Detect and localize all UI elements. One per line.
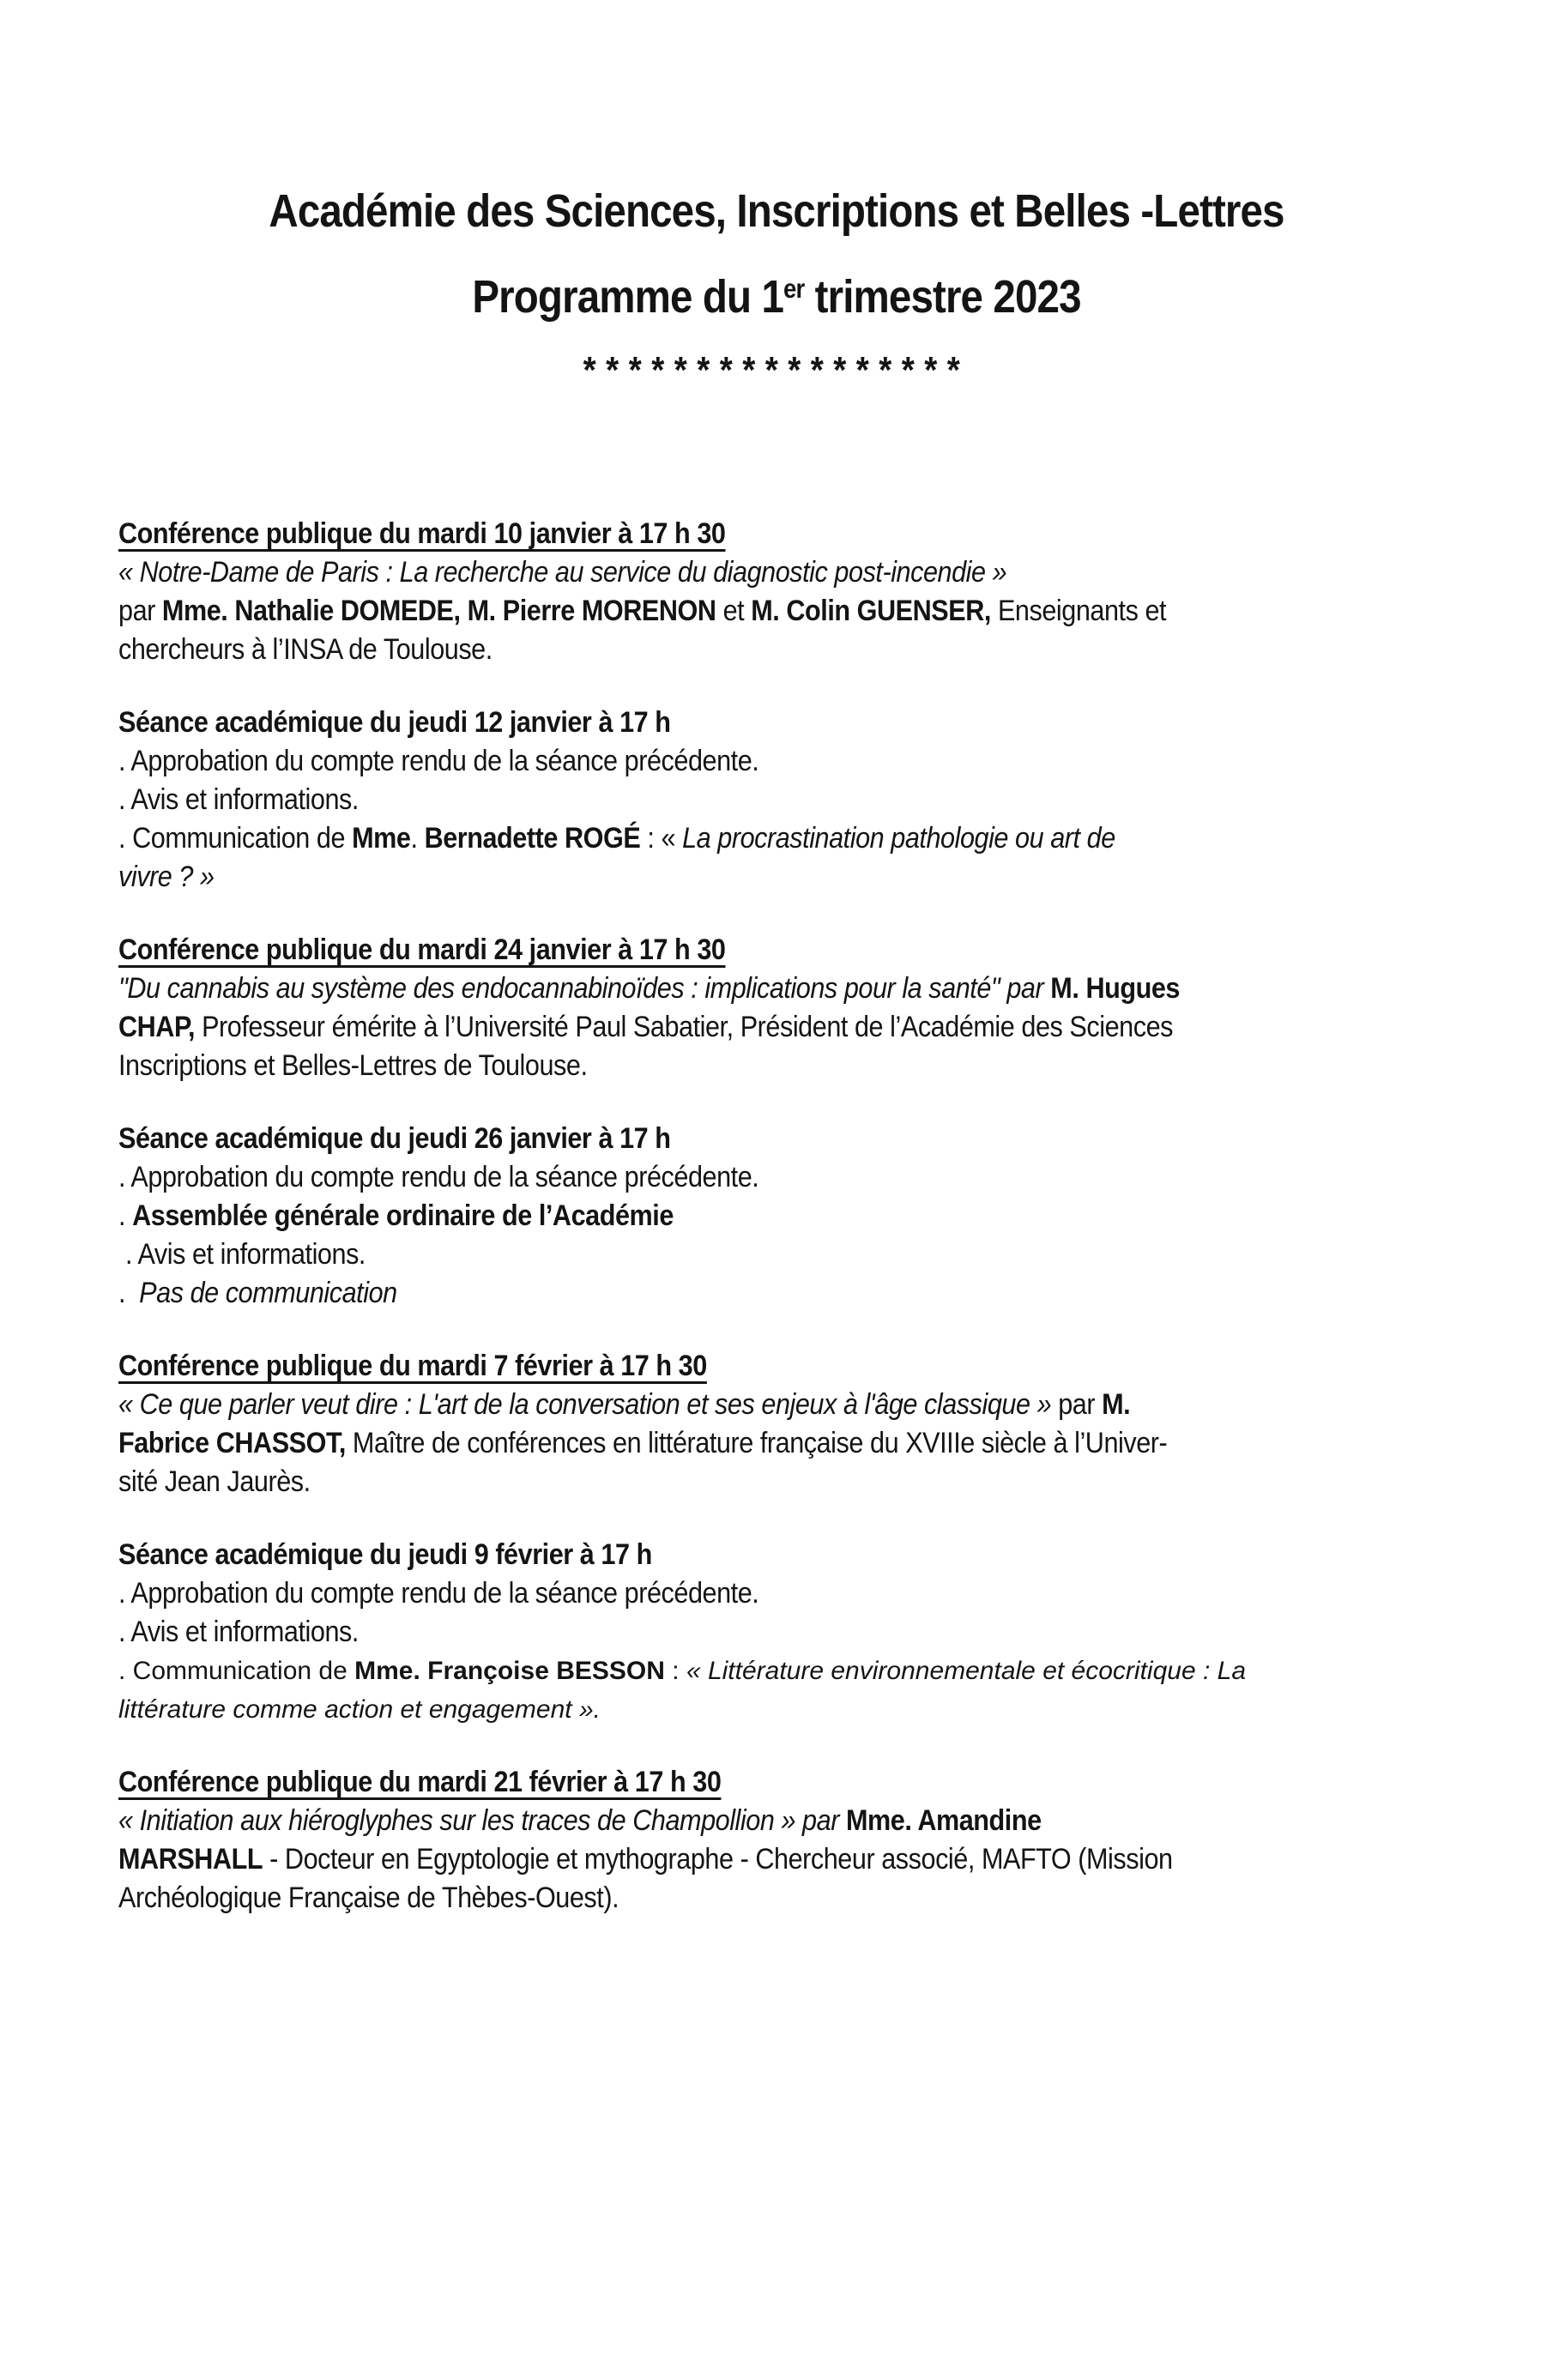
subtitle-suffix: trimestre 2023 (804, 271, 1081, 323)
text-run: littérature comme action et engagement ». (118, 1695, 601, 1724)
text-run: . Avis et informations. (118, 1238, 366, 1271)
section (118, 931, 1435, 1085)
paragraph (118, 1652, 1435, 1729)
text-run: . Avis et informations. (118, 783, 359, 816)
paragraph (118, 553, 1433, 669)
text-run: M. Colin GUENSER, (751, 595, 991, 627)
section-heading: Conférence publique du mardi 24 janvier à 17 h 30 (118, 933, 726, 966)
text-run: . Approbation du compte rendu de la séance précédente. (118, 1577, 759, 1610)
section-heading: Séance académique du jeudi 12 janvier à 17 h (118, 706, 671, 739)
text-run: . Communication de (118, 1657, 355, 1685)
text-run: et (716, 595, 752, 627)
section-heading: Conférence publique du mardi 7 février à 17 h 30 (118, 1350, 707, 1382)
text-run: Assemblée générale ordinaire de l’Académie (132, 1199, 674, 1232)
text-run: Archéologique Française de Thèbes-Ouest). (118, 1882, 619, 1914)
section (118, 1120, 1435, 1313)
text-run: . (410, 822, 425, 855)
document-title: Académie des Sciences, Inscriptions et Belles -Lettres (269, 185, 1284, 237)
paragraph (118, 1802, 1433, 1918)
text-run: Mme (352, 822, 411, 855)
text-run: « Initiation aux hiéroglyphes sur les traces de Champollion » par (118, 1804, 846, 1837)
text-run: . Communication de (118, 822, 353, 855)
paragraph (118, 1386, 1433, 1501)
text-run: . (118, 1277, 140, 1309)
section (118, 704, 1435, 897)
text-run: M. (1102, 1388, 1131, 1421)
text-run: . (118, 1199, 133, 1232)
document-page (0, 184, 1553, 2380)
section-heading: Conférence publique du mardi 10 janvier à 17 h 30 (118, 517, 726, 550)
text-run: chercheurs à l’INSA de Toulouse. (118, 633, 492, 666)
text-run: . Approbation du compte rendu de la séance précédente. (118, 745, 759, 777)
text-run: CHAP, (118, 1011, 196, 1043)
text-run: Maître de conférences en littérature française du XVIIIe siècle à l’Univer- (345, 1427, 1168, 1459)
text-run: Mme. Amandine (845, 1804, 1042, 1837)
section-heading: Séance académique du jeudi 9 février à 17 h (118, 1538, 652, 1571)
section (118, 1763, 1435, 1918)
section-heading: Séance académique du jeudi 26 janvier à 17 h (118, 1122, 671, 1155)
text-run: Fabrice CHASSOT, (118, 1427, 346, 1459)
subtitle-prefix: Programme du 1 (472, 271, 784, 323)
paragraph (118, 1574, 1433, 1652)
section (118, 1347, 1435, 1501)
sections (118, 515, 1435, 1918)
section (118, 1536, 1435, 1729)
text-run: La procrastination pathologie ou art de (682, 822, 1115, 855)
paragraph (118, 742, 1433, 897)
text-run: Mme. Nathalie DOMEDE, M. Pierre MORENON (161, 595, 716, 627)
text-run: « Notre-Dame de Paris : La recherche au service du diagnostic post-incendie » (118, 556, 1007, 589)
text-run: . Avis et informations. (118, 1616, 359, 1648)
text-run: vivre ? » (118, 861, 215, 893)
text-run: « Ce que parler veut dire : L'art de la conversation et ses enjeux à l'âge classique » (118, 1388, 1059, 1421)
separator-asterisks: ***************** (583, 349, 970, 391)
text-run: MARSHALL (118, 1843, 263, 1876)
text-run: Inscriptions et Belles-Lettres de Toulouse. (118, 1049, 588, 1082)
text-run: "Du cannabis au système des endocannabinoïdes : implications pour la santé" par (118, 972, 1051, 1005)
text-run: par (1058, 1388, 1103, 1421)
paragraph (118, 970, 1433, 1085)
paragraph (118, 1158, 1433, 1313)
text-run: : (664, 1657, 686, 1685)
text-run: sité Jean Jaurès. (118, 1465, 311, 1498)
document-subtitle (197, 269, 1356, 331)
text-run: Enseignants et (990, 595, 1167, 627)
subtitle-superscript: er (783, 273, 805, 304)
text-run: M. Hugues (1050, 972, 1180, 1005)
text-run: « Littérature environnementale et écocritique : La (686, 1657, 1246, 1685)
text-run: Bernadette ROGÉ (424, 822, 641, 855)
text-run: par (118, 595, 162, 627)
section (118, 515, 1435, 669)
text-run: Professeur émérite à l’Université Paul Sabatier, Président de l’Académie des Sciences (195, 1011, 1174, 1043)
text-run: Pas de communication (139, 1277, 397, 1309)
text-run: . Approbation du compte rendu de la séance précédente. (118, 1161, 759, 1193)
section-heading: Conférence publique du mardi 21 février à 17 h 30 (118, 1766, 722, 1798)
text-run: - Docteur en Egyptologie et mythographe - Chercheur associé, MAFTO (Mission (263, 1843, 1173, 1876)
text-run: : « (640, 822, 683, 855)
text-run: Mme. Françoise BESSON (354, 1657, 665, 1685)
